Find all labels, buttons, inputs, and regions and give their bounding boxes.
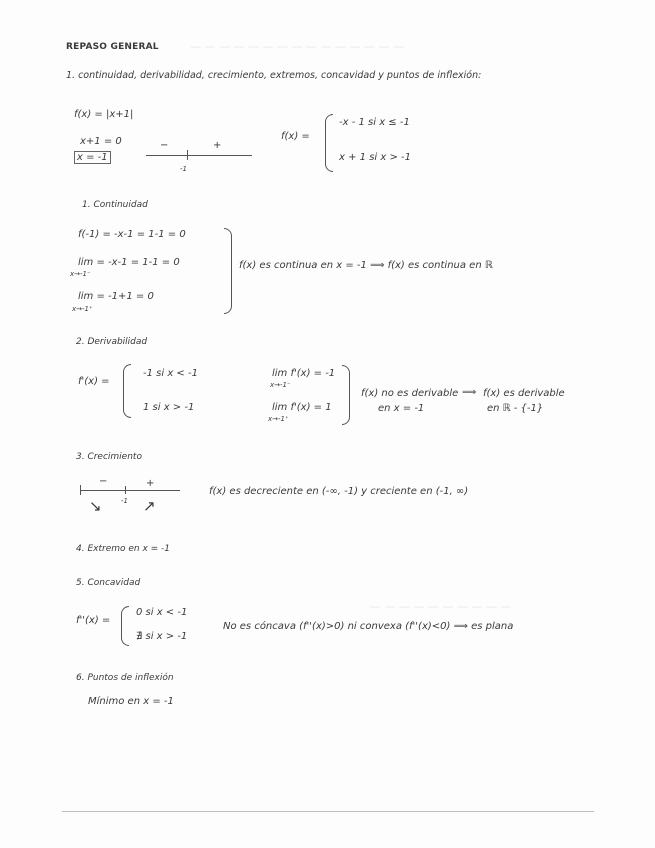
section-4-title: 4. Extremo en x = -1 — [76, 544, 171, 554]
piece-2: x + 1 si x > -1 — [339, 152, 411, 163]
growth-sign-line — [80, 490, 180, 491]
growth-sign-plus: + — [146, 478, 155, 489]
derivable-text: f(x) es derivable — [483, 388, 565, 399]
section-6-title: 6. Puntos de inflexión — [76, 673, 174, 683]
inflection-conclusion: Mínimo en x = -1 — [88, 696, 174, 707]
sign-minus: − — [160, 140, 169, 151]
increasing-arrow-icon: ↗ — [143, 497, 156, 515]
second-derivative-label: f''(x) = — [76, 615, 111, 626]
derivative-limit-1: lim f'(x) = -1 — [272, 368, 336, 379]
sign-plus: + — [213, 140, 222, 151]
not-derivable-point: en x = -1 — [378, 403, 425, 414]
page-bottom-rule — [62, 811, 594, 812]
derivable-domain: en ℝ - {-1} — [487, 403, 544, 414]
bleed-through-text: — — — — — — — — — — — [370, 600, 512, 613]
second-derivative-piece-1: 0 si x < -1 — [136, 607, 188, 618]
sign-line — [146, 155, 252, 156]
continuity-conclusion: f(x) es continua en x = -1 ⟹ f(x) es continua en ℝ — [239, 260, 493, 271]
second-derivative-brace — [121, 606, 129, 646]
implies-arrow: ⟹ — [462, 387, 477, 398]
continuity-line-2: lim = -x-1 = 1-1 = 0 — [78, 257, 180, 268]
piecewise-label: f(x) = — [281, 131, 310, 142]
concavity-conclusion: No es cóncava (f''(x)>0) ni convexa (f''(x)<0) ⟹ es plana — [223, 621, 514, 632]
bleed-through-text: — — — — — — — — — — — — — — — — [190, 40, 404, 53]
derivative-limit-sub-2: x→-1⁺ — [268, 415, 289, 423]
main-heading: 1. continuidad, derivabilidad, crecimiento, extremos, concavidad y puntos de inflexión: — [66, 70, 482, 81]
continuity-line-3: lim = -1+1 = 0 — [78, 291, 154, 302]
growth-sign-minus: − — [99, 476, 108, 487]
second-derivative-piece-2: ∄ si x > -1 — [136, 631, 188, 642]
continuity-limit-sub-2: x→-1⁺ — [72, 305, 93, 313]
page-title: REPASO GENERAL — [66, 42, 159, 52]
continuity-limit-sub-1: x→-1⁻ — [70, 270, 91, 278]
derivative-limit-sub-1: x→-1⁻ — [270, 381, 291, 389]
section-2-title: 2. Derivabilidad — [76, 337, 148, 347]
continuity-line-1: f(-1) = -x-1 = 1-1 = 0 — [78, 229, 186, 240]
piece-1: -x - 1 si x ≤ -1 — [339, 117, 410, 128]
growth-conclusion: f(x) es decreciente en (-∞, -1) y creciente en (-1, ∞) — [209, 486, 469, 497]
section-1-title: 1. Continuidad — [82, 200, 148, 210]
derivative-label: f'(x) = — [78, 376, 110, 387]
continuity-brace — [224, 228, 232, 314]
decreasing-arrow-icon: ↘ — [89, 497, 102, 515]
section-3-title: 3. Crecimiento — [76, 452, 142, 462]
derivative-piece-2: 1 si x > -1 — [143, 402, 195, 413]
derivative-piece-1: -1 si x < -1 — [143, 368, 198, 379]
root-equation: x+1 = 0 — [80, 136, 122, 147]
growth-line-tick — [125, 486, 126, 494]
not-derivable-text: f(x) no es derivable — [361, 388, 459, 399]
root-result: x = -1 — [74, 152, 111, 163]
growth-point: -1 — [121, 497, 128, 505]
function-definition: f(x) = |x+1| — [74, 109, 134, 120]
piecewise-brace — [325, 114, 333, 172]
section-5-title: 5. Concavidad — [76, 578, 141, 588]
derivative-limit-2: lim f'(x) = 1 — [272, 402, 332, 413]
sign-point: -1 — [180, 165, 187, 173]
sign-line-tick — [187, 150, 188, 160]
derivative-brace — [123, 364, 131, 418]
derivability-brace — [342, 365, 350, 425]
growth-line-start-tick — [80, 485, 81, 495]
